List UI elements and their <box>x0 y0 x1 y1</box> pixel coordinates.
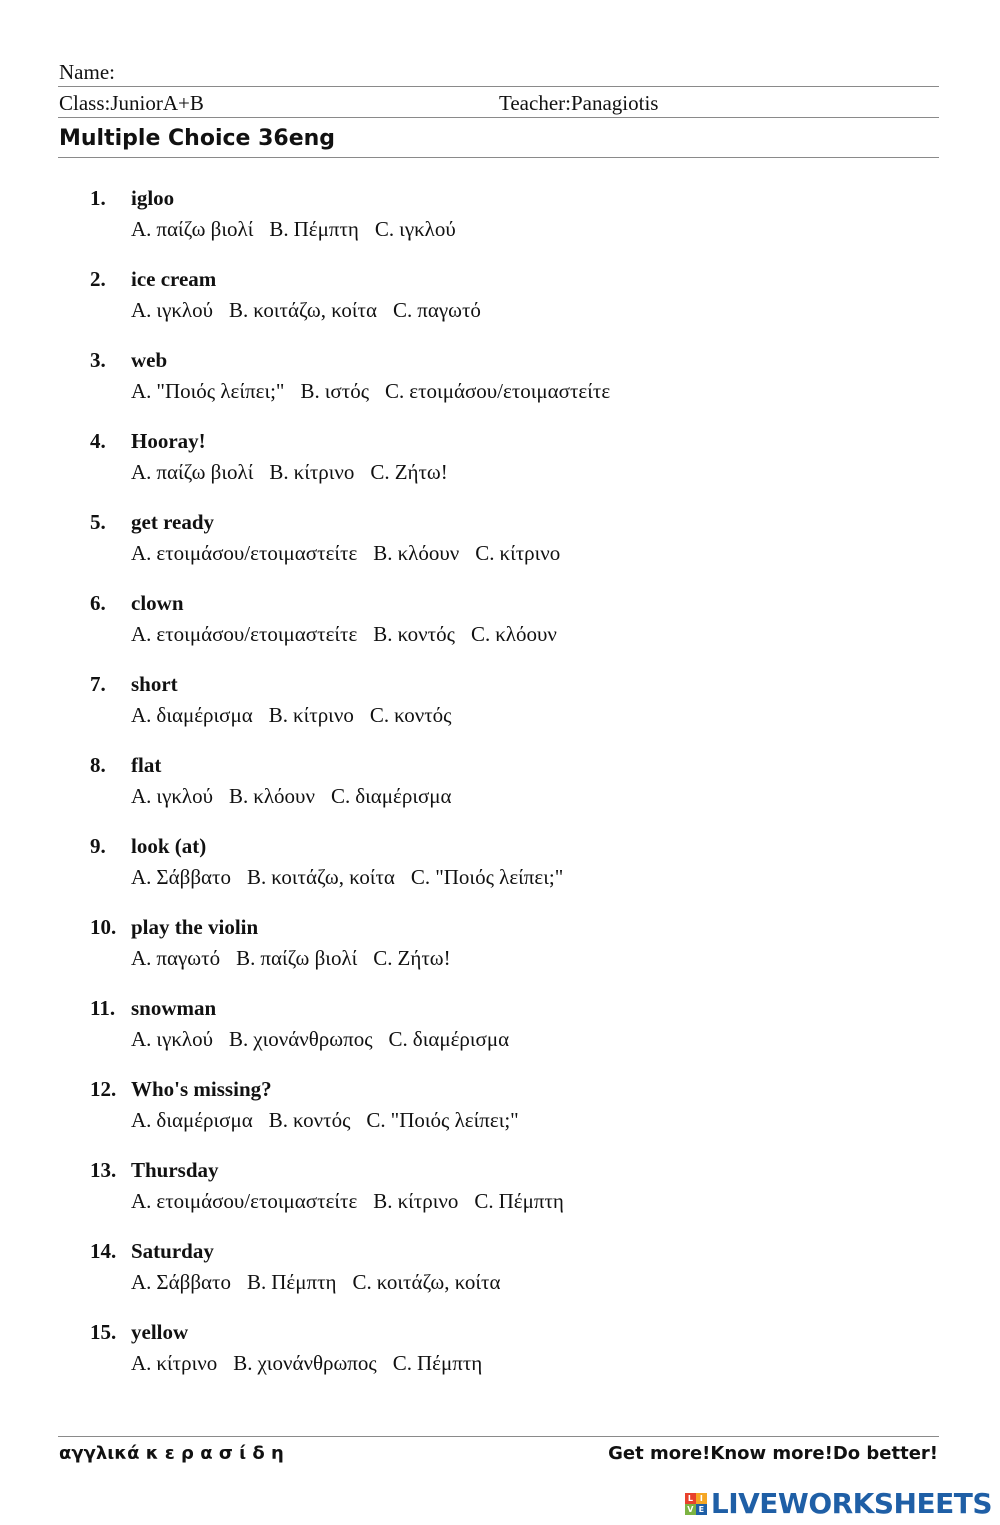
question-item <box>0 1156 1000 1237</box>
option-text: Σάββατο <box>156 865 231 889</box>
option-text: διαμέρισμα <box>156 703 253 727</box>
option-text: παγωτό <box>156 946 221 970</box>
questions-list <box>0 184 1000 1399</box>
option-letter: A. <box>131 1351 152 1375</box>
question-word: Who's missing? <box>131 1077 272 1101</box>
answer-options <box>131 1106 535 1134</box>
answer-option[interactable] <box>229 782 315 810</box>
option-text: κοιτάζω, κοίτα <box>376 1270 501 1294</box>
name-divider <box>58 86 939 87</box>
option-letter: A. <box>131 946 152 970</box>
question-number: 14. <box>90 1239 117 1263</box>
option-letter: A. <box>131 379 152 403</box>
answer-options <box>131 1187 580 1215</box>
answer-options <box>131 863 579 891</box>
logo-tile: E <box>696 1504 707 1515</box>
question-word: web <box>131 348 168 372</box>
question-number: 11. <box>90 996 116 1020</box>
question-item <box>0 670 1000 751</box>
option-letter: C. <box>369 703 390 727</box>
answer-option[interactable] <box>301 377 370 405</box>
option-text: κοντός <box>397 622 455 646</box>
answer-option[interactable] <box>474 1187 564 1215</box>
answer-options <box>131 1268 516 1296</box>
logo-tile: I <box>696 1493 707 1504</box>
question-word: play the violin <box>131 915 259 939</box>
question-number: 5. <box>90 510 106 534</box>
answer-option[interactable] <box>373 620 455 648</box>
liveworksheets-logo-icon <box>685 1493 707 1515</box>
question-word: Thursday <box>131 1158 219 1182</box>
option-text: Ζήτω! <box>394 460 448 484</box>
class-label: Class:JuniorA+B <box>59 91 204 115</box>
option-letter: B. <box>268 1108 289 1132</box>
teacher-label: Teacher:Panagiotis <box>499 91 659 115</box>
option-text: κίτρινο <box>397 1189 459 1213</box>
footer-slogan: Get more!Know more!Do better! <box>608 1443 938 1464</box>
option-text: κοντός <box>293 1108 351 1132</box>
option-letter: C. <box>366 1108 386 1132</box>
question-word: Saturday <box>131 1239 214 1263</box>
option-text: παίζω βιολί <box>156 460 254 484</box>
question-word: igloo <box>131 186 175 210</box>
answer-options <box>131 1025 525 1053</box>
option-letter: B. <box>373 1189 393 1213</box>
option-letter: B. <box>269 217 289 241</box>
question-number: 7. <box>90 672 106 696</box>
answer-options <box>131 458 464 486</box>
option-letter: A. <box>131 622 152 646</box>
answer-option[interactable] <box>131 539 357 567</box>
liveworksheets-brand[interactable] <box>685 1486 992 1522</box>
option-letter: B. <box>229 1027 249 1051</box>
option-text: παίζω βιολί <box>260 946 358 970</box>
question-item <box>0 832 1000 913</box>
option-letter: B. <box>373 541 393 565</box>
option-letter: C. <box>374 217 395 241</box>
option-text: κίτρινο <box>156 1351 218 1375</box>
worksheet-title: Multiple Choice 36eng <box>59 126 336 151</box>
option-text: κλόουν <box>253 784 315 808</box>
answer-option[interactable] <box>269 458 354 486</box>
question-item <box>0 1318 1000 1399</box>
footer-divider <box>58 1436 939 1437</box>
option-letter: B. <box>229 298 249 322</box>
answer-options <box>131 215 472 243</box>
question-word: get ready <box>131 510 215 534</box>
answer-option[interactable] <box>331 782 452 810</box>
option-text: Σάββατο <box>156 1270 231 1294</box>
option-text: κίτρινο <box>499 541 561 565</box>
answer-option[interactable] <box>393 1349 483 1377</box>
question-number: 8. <box>90 753 106 777</box>
answer-option[interactable] <box>411 863 563 891</box>
answer-option[interactable] <box>247 1268 337 1296</box>
option-letter: C. <box>370 460 390 484</box>
answer-option[interactable] <box>353 1268 501 1296</box>
option-letter: C. <box>474 1189 494 1213</box>
option-text: "Ποιός λείπει;" <box>156 379 285 403</box>
answer-option[interactable] <box>269 215 359 243</box>
question-item <box>0 913 1000 994</box>
option-letter: A. <box>131 298 152 322</box>
option-text: κοιτάζω, κοίτα <box>271 865 395 889</box>
title-divider <box>58 157 939 158</box>
answer-option[interactable] <box>373 944 450 972</box>
question-item <box>0 1237 1000 1318</box>
option-letter: A. <box>131 865 152 889</box>
option-text: ιγκλού <box>156 298 214 322</box>
option-letter: B. <box>229 784 249 808</box>
option-letter: B. <box>233 1351 253 1375</box>
option-text: ετοιμάσου/ετοιμαστείτε <box>156 1189 358 1213</box>
option-letter: C. <box>352 1270 372 1294</box>
answer-option[interactable] <box>131 1268 231 1296</box>
option-letter: A. <box>131 703 152 727</box>
question-word: Hooray! <box>131 429 206 453</box>
option-letter: C. <box>330 784 351 808</box>
answer-option[interactable] <box>269 701 354 729</box>
option-letter: C. <box>410 865 431 889</box>
option-letter: B. <box>269 460 289 484</box>
option-letter: C. <box>392 298 413 322</box>
question-item <box>0 184 1000 265</box>
option-text: κίτρινο <box>293 703 354 727</box>
option-text: κίτρινο <box>293 460 355 484</box>
option-text: κοντός <box>394 703 452 727</box>
answer-option[interactable] <box>131 1025 213 1053</box>
option-text: κλόουν <box>397 541 460 565</box>
question-number: 6. <box>90 591 106 615</box>
option-text: κοιτάζω, κοίτα <box>253 298 377 322</box>
answer-option[interactable] <box>131 1187 357 1215</box>
option-letter: C. <box>373 946 393 970</box>
answer-options <box>131 539 576 567</box>
question-item <box>0 589 1000 670</box>
question-number: 2. <box>90 267 106 291</box>
option-letter: B. <box>246 1270 267 1294</box>
option-letter: B. <box>268 703 289 727</box>
answer-options <box>131 620 573 648</box>
option-letter: C. <box>388 1027 408 1051</box>
option-text: ετοιμάσου/ετοιμαστείτε <box>156 622 358 646</box>
question-item <box>0 751 1000 832</box>
question-item <box>0 994 1000 1075</box>
option-text: παίζω βιολί <box>156 217 254 241</box>
option-text: ιστός <box>324 379 370 403</box>
option-text: Πέμπτη <box>293 217 359 241</box>
question-item <box>0 508 1000 589</box>
question-item <box>0 346 1000 427</box>
option-text: κλόουν <box>495 622 557 646</box>
option-text: "Ποιός λείπει;" <box>390 1108 519 1132</box>
answer-option[interactable] <box>471 620 557 648</box>
answer-option[interactable] <box>131 458 253 486</box>
footer-left-text: αγγλικά κ ε ρ α σ ί δ η <box>59 1443 284 1464</box>
answer-option[interactable] <box>131 377 285 405</box>
option-text: Πέμπτη <box>271 1270 337 1294</box>
question-number: 4. <box>90 429 106 453</box>
answer-option[interactable] <box>131 1106 253 1134</box>
answer-options <box>131 1349 498 1377</box>
question-word: ice cream <box>131 267 217 291</box>
answer-option[interactable] <box>389 1025 510 1053</box>
option-letter: C. <box>385 379 405 403</box>
question-number: 12. <box>90 1077 117 1101</box>
option-letter: A. <box>131 1189 152 1213</box>
question-word: yellow <box>131 1320 189 1344</box>
answer-option[interactable] <box>375 215 456 243</box>
option-letter: C. <box>392 1351 412 1375</box>
question-word: look (at) <box>131 834 207 858</box>
option-text: ιγκλού <box>156 784 214 808</box>
option-letter: A. <box>131 541 152 565</box>
question-item <box>0 1075 1000 1156</box>
answer-option[interactable] <box>370 458 447 486</box>
option-letter: C. <box>470 622 491 646</box>
question-word: flat <box>131 753 162 777</box>
answer-options <box>131 377 626 405</box>
question-word: short <box>131 672 178 696</box>
question-word: snowman <box>131 996 217 1020</box>
answer-option[interactable] <box>131 296 213 324</box>
question-number: 1. <box>90 186 106 210</box>
question-number: 13. <box>90 1158 117 1182</box>
answer-option[interactable] <box>393 296 481 324</box>
option-text: "Ποιός λείπει;" <box>435 865 564 889</box>
answer-option[interactable] <box>131 944 220 972</box>
option-letter: C. <box>475 541 495 565</box>
question-word: clown <box>131 591 184 615</box>
option-text: διαμέρισμα <box>412 1027 510 1051</box>
answer-option[interactable] <box>236 944 357 972</box>
answer-option[interactable] <box>131 215 253 243</box>
option-text: Πέμπτη <box>498 1189 564 1213</box>
answer-options <box>131 782 468 810</box>
option-letter: A. <box>131 784 152 808</box>
option-letter: A. <box>131 217 152 241</box>
answer-option[interactable] <box>229 1025 373 1053</box>
question-number: 15. <box>90 1320 117 1344</box>
option-text: ετοιμάσου/ετοιμαστείτε <box>156 541 358 565</box>
option-text: ετοιμάσου/ετοιμαστείτε <box>409 379 611 403</box>
answer-options <box>131 944 467 972</box>
option-text: διαμέρισμα <box>355 784 452 808</box>
class-divider <box>58 117 939 118</box>
question-number: 9. <box>90 834 106 858</box>
option-text: Πέμπτη <box>417 1351 483 1375</box>
option-letter: A. <box>131 460 152 484</box>
brand-name: LIVEWORKSHEETS <box>710 1487 992 1520</box>
option-letter: A. <box>131 1108 152 1132</box>
answer-option[interactable] <box>370 701 452 729</box>
question-number: 3. <box>90 348 106 372</box>
option-text: Ζήτω! <box>397 946 451 970</box>
answer-option[interactable] <box>131 620 357 648</box>
logo-tile: V <box>685 1504 696 1515</box>
answer-option[interactable] <box>475 539 560 567</box>
question-item <box>0 265 1000 346</box>
answer-option[interactable] <box>229 296 377 324</box>
option-letter: B. <box>373 622 393 646</box>
answer-option[interactable] <box>233 1349 377 1377</box>
answer-option[interactable] <box>131 863 231 891</box>
option-text: ιγκλού <box>399 217 456 241</box>
option-letter: B. <box>300 379 320 403</box>
logo-tile: L <box>685 1493 696 1504</box>
option-text: παγωτό <box>417 298 481 322</box>
name-label: Name: <box>59 60 115 84</box>
option-text: ιγκλού <box>156 1027 214 1051</box>
option-text: χιονάνθρωπος <box>253 1027 373 1051</box>
answer-option[interactable] <box>131 782 213 810</box>
answer-options <box>131 701 467 729</box>
answer-option[interactable] <box>247 863 395 891</box>
answer-option[interactable] <box>269 1106 351 1134</box>
answer-option[interactable] <box>131 701 253 729</box>
option-letter: A. <box>131 1027 152 1051</box>
answer-option[interactable] <box>366 1106 518 1134</box>
answer-option[interactable] <box>385 377 610 405</box>
question-item <box>0 427 1000 508</box>
option-text: χιονάνθρωπος <box>257 1351 377 1375</box>
answer-option[interactable] <box>131 1349 217 1377</box>
answer-option[interactable] <box>373 1187 458 1215</box>
option-text: διαμέρισμα <box>156 1108 253 1132</box>
option-letter: B. <box>236 946 256 970</box>
option-letter: B. <box>246 865 267 889</box>
question-number: 10. <box>90 915 117 939</box>
answer-option[interactable] <box>373 539 459 567</box>
option-letter: A. <box>131 1270 152 1294</box>
answer-options <box>131 296 497 324</box>
